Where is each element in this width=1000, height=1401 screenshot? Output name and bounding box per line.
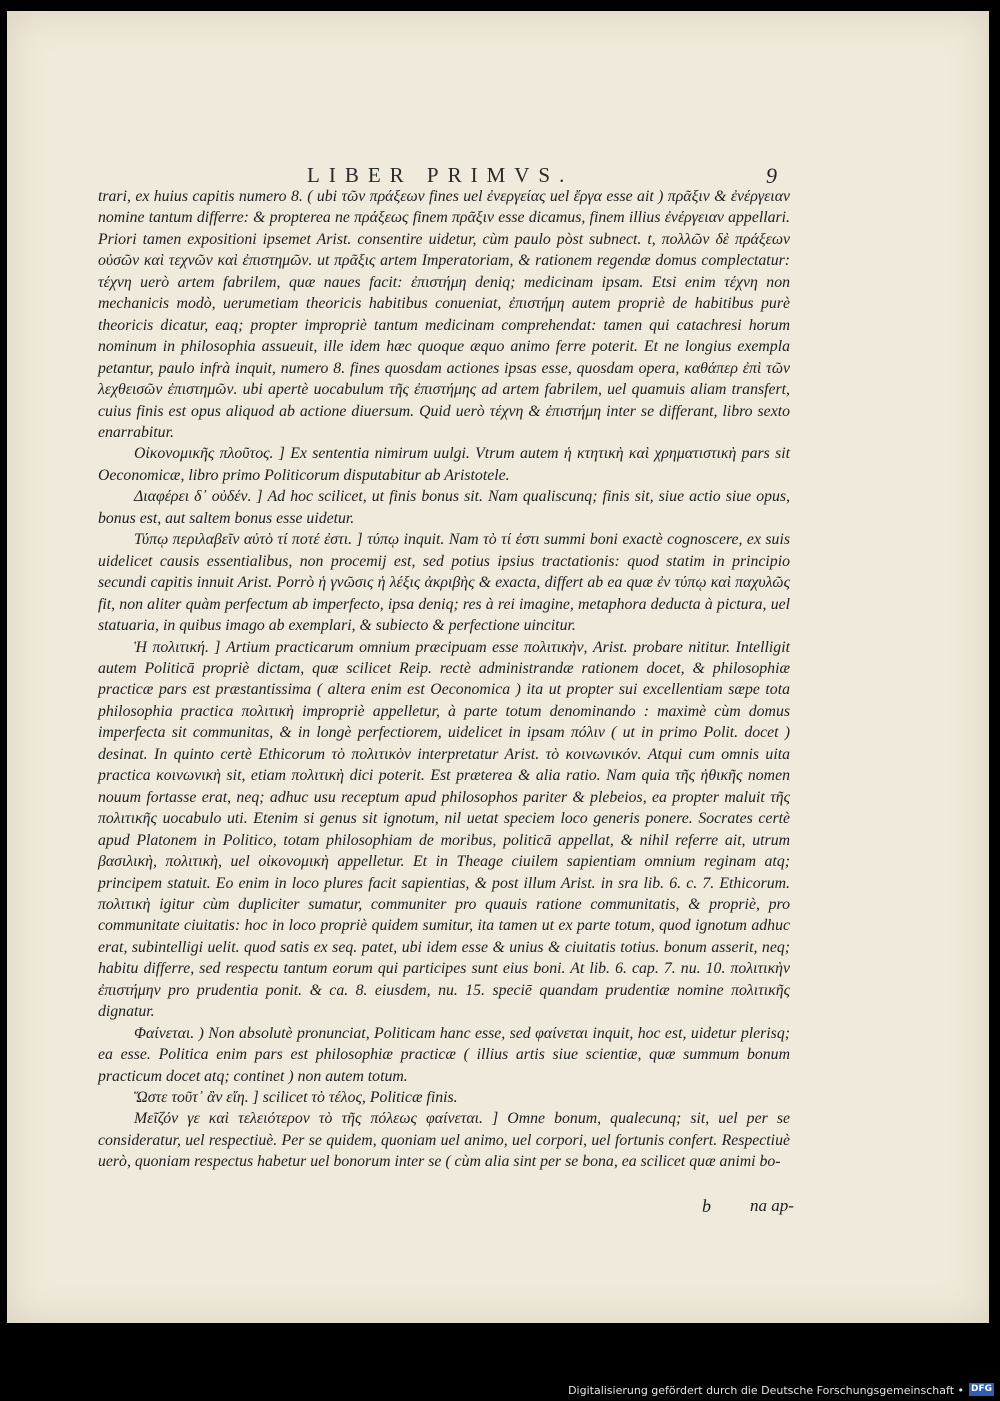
paragraph: Ὥστε τοῦτ᾽ ἂν εἴη. ] scilicet τὸ τέλος, Politicæ finis.: [134, 1089, 458, 1107]
paragraph: trari, ex huius capitis numero 8. ( ubi τῶν πράξεων fines uel ἐνεργείας uel ἔργα esse ait ) πρᾶξιν & ἐνέργειαν nomine tantum differre: & propterea ne πράξεως finem πρᾶξιν esse dicamus, finem illius ἐνέργειαν appellari. Priori tamen expositioni ipsemet Arist. consentire uidetur, cùm paulo pòst subnect. t, πολλῶν δὲ πράξεων οὐσῶν καὶ τεχνῶν καὶ ἐπιστημῶν. ut πρᾶξις artem Imperatoriam, & rationem regendæ domus complectatur: τέχνη uerò artem fabrilem, quæ naues facit: ἐπιστήμη deniq; medicinam ipsam. Etsi enim τέχνη non mechanicis modò, uerumetiam theoricis habitibus conueniat, ἐπιστήμη autem propriè de habitibus purè theoricis dicatur, eaq; propter impropriè tantum medicinam comprehendat: tamen qui catachresi horum nominum in philosophia assueuit, ille idem hæc quoque æquo animo ferre poterit. Et ne longius exempla petantur, paulo infrà inquit, numero 8. fines quosdam actiones ipsas esse, quosdam opera, καθάπερ ἐπὶ τῶν λεχθεισῶν ἐπιστημῶν. ubi apertè uocabulum τῆς ἐπιστήμης ad artem fabrilem, uel quamuis aliam transfert, cuius finis est opus aliquod ab actione diuersum. Quid uerò τέχνη & ἐπιστήμη inter se differant, libro sexto enarrabitur.: [98, 188, 790, 441]
paragraph: Οἰκονομικῆς πλοῦτος. ] Ex sententia nimirum uulgi. Vtrum autem ἡ κτητικὴ καὶ χρηματιστικὴ pars sit Oeconomicæ, libro primo Politicorum disputabitur ab Aristotele.: [98, 445, 790, 484]
paragraph: Τύπῳ περιλαβεῖν αὐτὸ τί ποτέ ἐστι. ] τύπῳ inquit. Nam τὸ τί ἐστι summi boni exactè cognoscere, ex suis uidelicet causis essentialibus, non procemij est, sed potius ipsius tractationis: quod statim in principio secundi capitis innuit Arist. Porrò ἡ γνῶσις ἡ λέξις ἀκριβὴς & exacta, differt ab ea quæ ἐν τύπῳ καὶ παχυλῶς fit, non aliter quàm perfectum ab imperfecto, ipsa deniq; res à rei imagine, metaphora deducta à pictura, uel statuaria, in quibus imago ab exemplari, & subiecto & perfectione uincitur.: [98, 531, 790, 635]
body-text: [98, 186, 790, 1173]
paragraph: Φαίνεται. ) Non absolutè pronunciat, Politicam hanc esse, sed φαίνεται inquit, hoc est, uidetur plerisq; ea esse. Politica enim pars est philosophiæ practicæ ( illius artis siue scientiæ, quæ summum bonum practicum docet atq; continet ) non autem totum.: [98, 1024, 790, 1085]
paragraph: Ἡ πολιτική. ] Artium practicarum omnium præcipuam esse πολιτικὴν, Arist. probare nititur. Intelligit autem Politicā propriè dictam, quæ scilicet Reip. rectè administrandæ rationem docet, & philosophiæ practicæ pars est præstantissima ( altera enim est Oeconomica ) ita ut propter sui excellentiam sæpe tota philosophia practica πολιτικὴ impropriè appelletur, à parte totum denominando : maximè cùm domus imperfecta sit communitas, & in longè perfectiorem, uidelicet in ipsam πόλιν ( ut in primo Polit. docet ) desinat. In quinto certè Ethicorum τὸ πολιτικὸν interpretatur Arist. τὸ κοινωνικόν. Atqui cum omnis uita practica κοινωνικὴ sit, etiam πολιτικὴ dici poterit. Est præterea & alia ratio. Nam quia τῆς ἠθικῆς nomen nouum fortasse erat, neq; adhuc usu receptum apud philosophos pariter & plebeios, ea propter maluit τῆς πολιτικῆς uocabulo uti. Etenim si genus sit ignotum, nil uetat speciem loco generis ponere. Socrates certè apud Platonem in Politico, totam philosophiam de moribus, politicā appellat, & nihil referre ait, utrum βασιλικὴ, πολιτικὴ, uel οἰκονομικὴ appelletur. Et in Theage ciuilem sapientiam omnium reginam atq; principem statuit. Eo enim in loco plures facit sapientias, & post illum Arist. in sra lib. 6. c. 7. Ethicorum. πολιτικὴ igitur cùm dupliciter sumatur, communiter pro quauis ratione communitatis, & propriè, pro communitate ciuitatis: hoc in loco propriè quidem sumitur, ita tamen ut ex parte totum, quod ignotum adhuc erat, subintelligi uelit. quod satis ex seq. patet, ubi idem esse & unius & ciuitatis totius. bonum asserit, neq; habitu differre, sed respectu tantum eorum qui participes sunt eius boni. At lib. 6. cap. 7. nu. 10. πολιτικὴν ἐπιστήμην pro prudentia ponit. & ca. 8. eiusdem, nu. 15. speciē quandam prudentiæ nomine πολιτικῆς dignatur.: [98, 638, 790, 1021]
catch-row: [98, 1196, 803, 1220]
footer-bar: [0, 1380, 1000, 1401]
dfg-logo-icon: DFG: [970, 1384, 992, 1394]
signature-mark: b: [702, 1196, 711, 1216]
page-number: 9: [766, 163, 777, 188]
paragraph: Διαφέρει δ᾽ οὐδέν. ] Ad hoc scilicet, ut finis bonus sit. Nam qualiscunq; finis sit, siue actio siue opus, bonus est, aut saltem bonus esse uidetur.: [98, 488, 790, 527]
catchword: na ap-: [750, 1196, 794, 1215]
funding-credit: Digitalisierung gefördert durch die Deutsche Forschungsgemeinschaft •: [568, 1384, 964, 1397]
running-title: LIBER PRIMVS.: [307, 163, 574, 187]
paragraph: Μεῖζόν γε καὶ τελειότερον τὸ τῆς πόλεως φαίνεται. ] Omne bonum, qualecunq; sit, uel per se consideratur, uel respectiuè. Per se quidem, quoniam uel animo, uel corpori, uel fortunis confert. Respectiuè uerò, quoniam respectus habetur uel bonorum inter se ( cùm alia sint per se bona, ea scilicet quæ animi bo-: [98, 1110, 790, 1171]
